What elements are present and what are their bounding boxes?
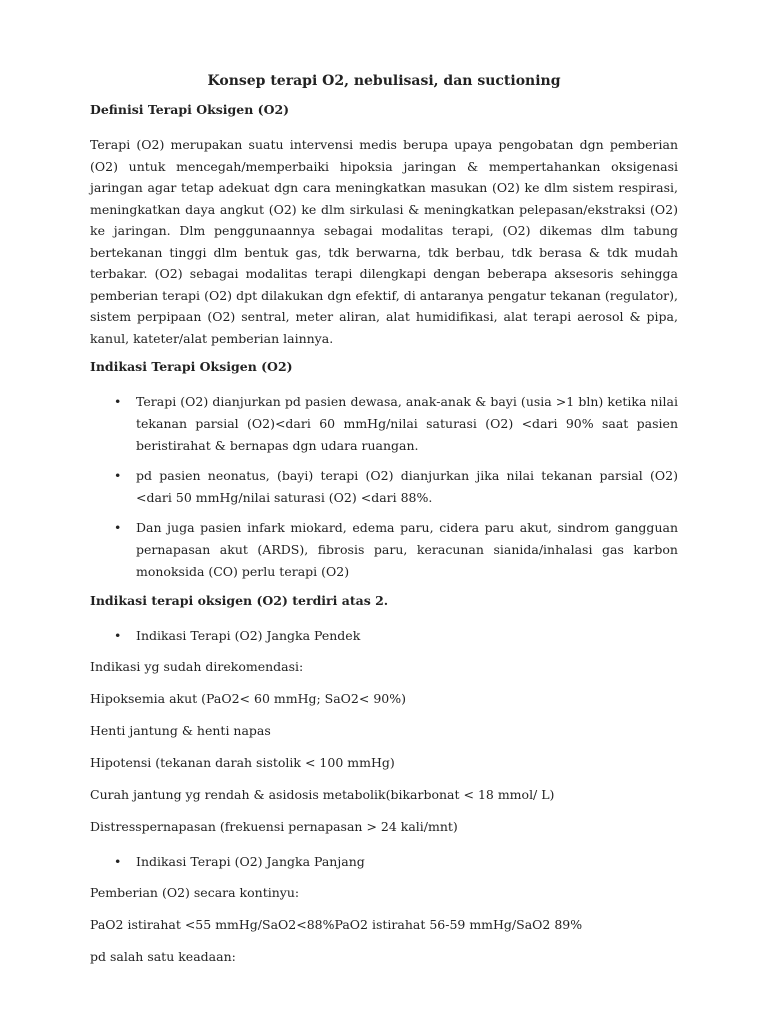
bullet-icon: • (114, 394, 122, 409)
text-line: Distresspernapasan (frekuensi pernapasan > 24 kali/mnt) (90, 819, 458, 834)
text-line: PaO2 istirahat <55 mmHg/SaO2<88%PaO2 istirahat 56-59 mmHg/SaO2 89% (90, 917, 583, 932)
list-item-text: Indikasi Terapi (O2) Jangka Panjang (136, 854, 365, 869)
bullet-icon: • (114, 520, 122, 535)
heading-indikasi-terdiri: Indikasi terapi oksigen (O2) terdiri atas 2. (90, 593, 389, 608)
paragraph-definisi: Terapi (O2) merupakan suatu intervensi medis berupa upaya pengobatan dgn pemberian (O2) untuk mencegah/memperbaiki hipoksia jaringan & mempertahankan oksigenasi jaringan agar tetap adekuat dgn cara meningkatkan masukan (O2) ke dlm sistem respirasi, meningkatkan daya angkut (O2) ke dlm sirkulasi & meningkatkan pelepasan/ekstraksi (O2) ke jaringan. Dlm penggunaannya sebagai modalitas terapi, (O2) dikemas dlm tabung bertekanan tinggi dlm bentuk gas, tdk berwarna, tdk berbau, tdk berasa & tdk mudah terbakar. (O2) sebagai modalitas terapi dilengkapi dengan beberapa aksesoris sehingga pemberian terapi (O2) dpt dilakukan dgn efektif, di antaranya pengatur tekanan (regulator), sistem perpipaan (O2) sentral, meter aliran, alat humidifikasi, alat terapi aerosol & pipa, kanul, kateter/alat pemberian lainnya. (90, 137, 678, 346)
list-item-text: Indikasi Terapi (O2) Jangka Pendek (136, 628, 361, 643)
text-line: Hipoksemia akut (PaO2< 60 mmHg; SaO2< 90%) (90, 691, 406, 706)
list-item (114, 465, 678, 509)
text-line: Henti jantung & henti napas (90, 723, 271, 738)
list-item-text: pd pasien neonatus, (bayi) terapi (O2) dianjurkan jika nilai tekanan parsial (O2)<dari 50 mmHg/nilai saturasi (O2) <dari 88%. (136, 468, 678, 505)
bullet-icon: • (114, 628, 122, 643)
bullet-icon: • (114, 854, 122, 869)
text-line: Curah jantung yg rendah & asidosis metabolik(bikarbonat < 18 mmol/ L) (90, 787, 555, 802)
jangka-panjang-list (90, 851, 678, 873)
jangka-pendek-list (90, 625, 678, 647)
indikasi-list (90, 391, 678, 583)
text-line: Hipotensi (tekanan darah sistolik < 100 mmHg) (90, 755, 395, 770)
heading-indikasi: Indikasi Terapi Oksigen (O2) (90, 359, 293, 374)
text-line: Indikasi yg sudah direkomendasi: (90, 659, 304, 674)
text-line: pd salah satu keadaan: (90, 949, 236, 964)
list-item (114, 851, 678, 873)
document-title: Konsep terapi O2, nebulisasi, dan suctioning (207, 73, 561, 89)
list-item (114, 391, 678, 457)
heading-definisi: Definisi Terapi Oksigen (O2) (90, 102, 290, 117)
list-item (114, 517, 678, 583)
bullet-icon: • (114, 468, 122, 483)
list-item-text: Terapi (O2) dianjurkan pd pasien dewasa, anak-anak & bayi (usia >1 bln) ketika nilai tekanan parsial (O2)<dari 60 mmHg/nilai saturasi (O2) <dari 90% saat pasien beristirahat & bernapas dgn udara ruangan. (136, 394, 678, 453)
text-line: Pemberian (O2) secara kontinyu: (90, 885, 300, 900)
list-item (114, 625, 678, 647)
list-item-text: Dan juga pasien infark miokard, edema paru, cidera paru akut, sindrom gangguan pernapasan akut (ARDS), fibrosis paru, keracunan sianida/inhalasi gas karbon monoksida (CO) perlu terapi (O2) (136, 520, 678, 579)
